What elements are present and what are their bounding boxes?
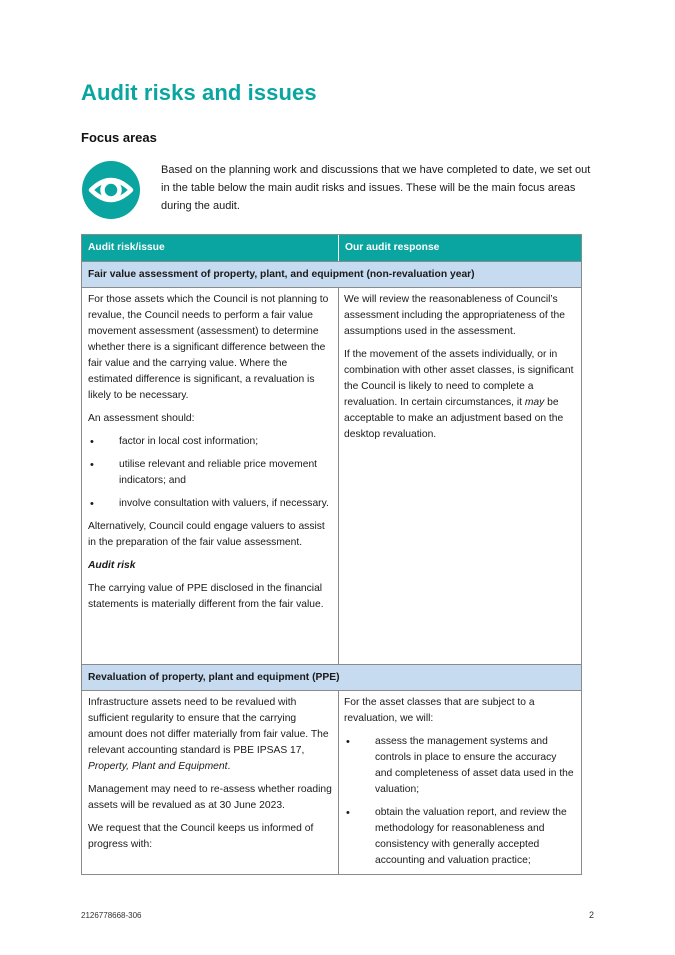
list-item: • involve consultation with valuers, if necessary. bbox=[88, 496, 332, 512]
list-item: • obtain the valuation report, and review the methodology for reasonableness and consistency with generally accepted accounting and valuation practice; bbox=[344, 805, 575, 869]
response-paragraph: For the asset classes that are subject to a revaluation, we will: bbox=[344, 697, 535, 724]
audit-response-cell bbox=[339, 691, 581, 874]
table-row bbox=[82, 691, 581, 874]
col-header-audit-risk: Audit risk/issue bbox=[82, 235, 339, 261]
page-title: Audit risks and issues bbox=[81, 80, 317, 105]
assessment-list bbox=[88, 434, 332, 512]
audit-risk-label: Audit risk bbox=[88, 560, 136, 571]
section-subtitle: Focus areas bbox=[81, 130, 157, 145]
response-paragraph: If the movement of the assets individually, or in combination with other asset classes, is significant the Council is likely to need to complete a revaluation. In certain circumstances, it may be acceptable to make an adjustment based on the desktop revaluation. bbox=[344, 349, 574, 440]
risk-paragraph: Infrastructure assets need to be revalued with sufficient regularity to ensure that the carrying amount does not differ materially from fair value. The relevant accounting standard is PBE IPSAS 17, Property, Plant and Equipment. bbox=[88, 697, 329, 772]
list-item: • factor in local cost information; bbox=[88, 434, 332, 450]
risk-paragraph: Alternatively, Council could engage valuers to assist in the preparation of the fair value assessment. bbox=[88, 521, 325, 548]
audit-risks-table bbox=[81, 234, 582, 875]
page-number: 2 bbox=[589, 910, 595, 920]
risk-paragraph: We request that the Council keeps us informed of progress with: bbox=[88, 823, 314, 850]
risk-paragraph: For those assets which the Council is not planning to revalue, the Council needs to perform a fair value movement assessment (assessment) to determine whether there is a significant difference between the fair value and the carrying value. Where the estimated difference is significant, a revaluation is likely to be necessary. bbox=[88, 294, 329, 401]
table-header-row bbox=[82, 235, 581, 261]
audit-risk-cell bbox=[82, 288, 339, 664]
table-row bbox=[82, 288, 581, 664]
audit-risk-cell bbox=[82, 691, 339, 874]
section-heading-revaluation: Revaluation of property, plant and equipment (PPE) bbox=[82, 664, 581, 691]
risk-paragraph: Management may need to re-assess whether roading assets will be revalued as at 30 June 2023. bbox=[88, 784, 332, 811]
intro-paragraph: Based on the planning work and discussions that we have completed to date, we set out in the table below the main audit risks and issues. These will be the main focus areas during the audit. bbox=[161, 164, 591, 212]
risk-paragraph: An assessment should: bbox=[88, 413, 195, 424]
eye-icon bbox=[81, 160, 141, 220]
document-code: 2126778668-306 bbox=[81, 911, 142, 920]
list-item: • assess the management systems and controls in place to ensure the accuracy and completeness of asset data used in the valuation; bbox=[344, 734, 575, 798]
section-heading-fair-value: Fair value assessment of property, plant, and equipment (non-revaluation year) bbox=[82, 261, 581, 288]
list-item: • utilise relevant and reliable price movement indicators; and bbox=[88, 457, 332, 489]
response-list bbox=[344, 734, 575, 869]
col-header-audit-response: Our audit response bbox=[345, 242, 440, 253]
response-paragraph: We will review the reasonableness of Council’s assessment including the appropriateness of the assumptions used in the assessment. bbox=[344, 294, 565, 337]
audit-response-cell bbox=[339, 288, 581, 664]
risk-paragraph: The carrying value of PPE disclosed in the financial statements is materially different from the fair value. bbox=[88, 583, 324, 610]
